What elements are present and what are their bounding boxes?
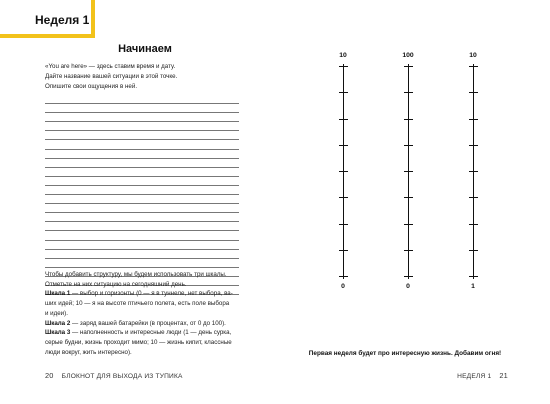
scale-tick[interactable] bbox=[339, 171, 348, 172]
intro-line: Опишите свои ощущения в ней. bbox=[45, 83, 138, 90]
scale-tick[interactable] bbox=[404, 66, 413, 67]
page-heading: Начинаем bbox=[118, 43, 172, 55]
writing-line[interactable] bbox=[45, 231, 239, 240]
instruction-text: серые будни, жизнь проходит мимо; 10 — жизнь кипит, классные bbox=[45, 338, 232, 346]
instruction-line bbox=[45, 328, 255, 338]
scale-tick[interactable] bbox=[404, 119, 413, 120]
scale-tick[interactable] bbox=[339, 92, 348, 93]
scales-instructions bbox=[45, 270, 255, 357]
instruction-text: — выбор и горизонты (0 — я в туннеле, нет выбора, ва- bbox=[70, 290, 233, 298]
writing-line[interactable] bbox=[45, 131, 239, 140]
scale-tick[interactable] bbox=[469, 197, 478, 198]
running-title-left: БЛОКНОТ ДЛЯ ВЫХОДА ИЗ ТУПИКА bbox=[61, 373, 183, 380]
writing-line[interactable] bbox=[45, 204, 239, 213]
writing-line[interactable] bbox=[45, 259, 239, 268]
scale-tick[interactable] bbox=[339, 145, 348, 146]
intro-text bbox=[45, 62, 260, 92]
writing-line[interactable] bbox=[45, 177, 239, 186]
scale-tick[interactable] bbox=[339, 66, 348, 67]
instruction-line bbox=[45, 299, 255, 309]
scale-max-label: 100 bbox=[402, 52, 414, 59]
instruction-line bbox=[45, 289, 255, 299]
page-number-left: 20 bbox=[45, 371, 54, 380]
writing-line[interactable] bbox=[45, 186, 239, 195]
scale-tick[interactable] bbox=[469, 171, 478, 172]
scale-name: Шкала 1 bbox=[45, 290, 71, 298]
scale-tick[interactable] bbox=[469, 276, 478, 277]
scale-tick[interactable] bbox=[469, 145, 478, 146]
week-label: Неделя 1 bbox=[35, 13, 90, 27]
scale-min-label: 0 bbox=[341, 283, 345, 290]
scale-min-label: 1 bbox=[471, 283, 475, 290]
scale-tick[interactable] bbox=[339, 224, 348, 225]
footer-left bbox=[45, 371, 183, 380]
scale-tick[interactable] bbox=[469, 250, 478, 251]
scale-tick[interactable] bbox=[404, 224, 413, 225]
scale-tick[interactable] bbox=[404, 250, 413, 251]
writing-line[interactable] bbox=[45, 241, 239, 250]
scale-tick[interactable] bbox=[339, 119, 348, 120]
instruction-text: ших идей; 10 — я на высоте птичьего полета, есть поле выбора bbox=[45, 300, 230, 308]
instruction-line bbox=[45, 280, 255, 290]
writing-line[interactable] bbox=[45, 113, 239, 122]
writing-line[interactable] bbox=[45, 150, 239, 159]
instruction-text: Чтобы добавить структуру, мы будем использовать три шкалы. bbox=[45, 271, 227, 278]
intro-line: «You are here» — здесь ставим время и дату. bbox=[45, 63, 176, 70]
closing-text: Первая неделя будет про интересную жизнь. Добавим огня! bbox=[308, 350, 502, 357]
scale-tick[interactable] bbox=[339, 197, 348, 198]
instruction-line bbox=[45, 348, 255, 358]
writing-line[interactable] bbox=[45, 104, 239, 113]
scale-tick[interactable] bbox=[404, 92, 413, 93]
writing-line[interactable] bbox=[45, 213, 239, 222]
writing-line[interactable] bbox=[45, 95, 239, 104]
scale-name: Шкала 2 bbox=[45, 319, 71, 327]
writing-line[interactable] bbox=[45, 159, 239, 168]
instruction-text: — заряд вашей батарейки (в процентах, от 0 до 100). bbox=[70, 319, 226, 327]
scale-max-label: 10 bbox=[339, 52, 347, 59]
scale-tick[interactable] bbox=[404, 171, 413, 172]
writing-line[interactable] bbox=[45, 195, 239, 204]
writing-line[interactable] bbox=[45, 250, 239, 259]
instruction-text: Отметьте на них ситуацию на сегодняшний день. bbox=[45, 280, 187, 288]
scale-tick[interactable] bbox=[404, 145, 413, 146]
writing-line[interactable] bbox=[45, 168, 239, 177]
scale-name: Шкала 3 bbox=[45, 329, 71, 337]
scale-tick[interactable] bbox=[339, 276, 348, 277]
scale-tick[interactable] bbox=[469, 224, 478, 225]
instruction-text: люди вокруг, жить интересно). bbox=[45, 348, 132, 356]
scale-tick[interactable] bbox=[404, 276, 413, 277]
instruction-text: — наполненность и интересные люди (1 — день сурка, bbox=[70, 329, 232, 337]
scale-tick[interactable] bbox=[404, 197, 413, 198]
running-title-right: НЕДЕЛЯ 1 bbox=[457, 373, 492, 380]
instruction-line bbox=[45, 270, 255, 280]
scale-max-label: 10 bbox=[469, 52, 477, 59]
instruction-line bbox=[45, 309, 255, 319]
footer-right bbox=[457, 371, 508, 380]
scale-min-label: 0 bbox=[406, 283, 410, 290]
scale-tick[interactable] bbox=[469, 92, 478, 93]
writing-lines[interactable] bbox=[45, 95, 239, 298]
instruction-line bbox=[45, 338, 255, 348]
intro-line: Дайте название вашей ситуации в этой точке. bbox=[45, 73, 178, 80]
scale-tick[interactable] bbox=[469, 66, 478, 67]
writing-line[interactable] bbox=[45, 222, 239, 231]
instruction-line bbox=[45, 319, 255, 329]
scale-tick[interactable] bbox=[339, 250, 348, 251]
scale-tick[interactable] bbox=[469, 119, 478, 120]
page-number-right: 21 bbox=[499, 371, 508, 380]
writing-line[interactable] bbox=[45, 122, 239, 131]
writing-line[interactable] bbox=[45, 140, 239, 149]
instruction-text: и идеи). bbox=[45, 309, 68, 317]
